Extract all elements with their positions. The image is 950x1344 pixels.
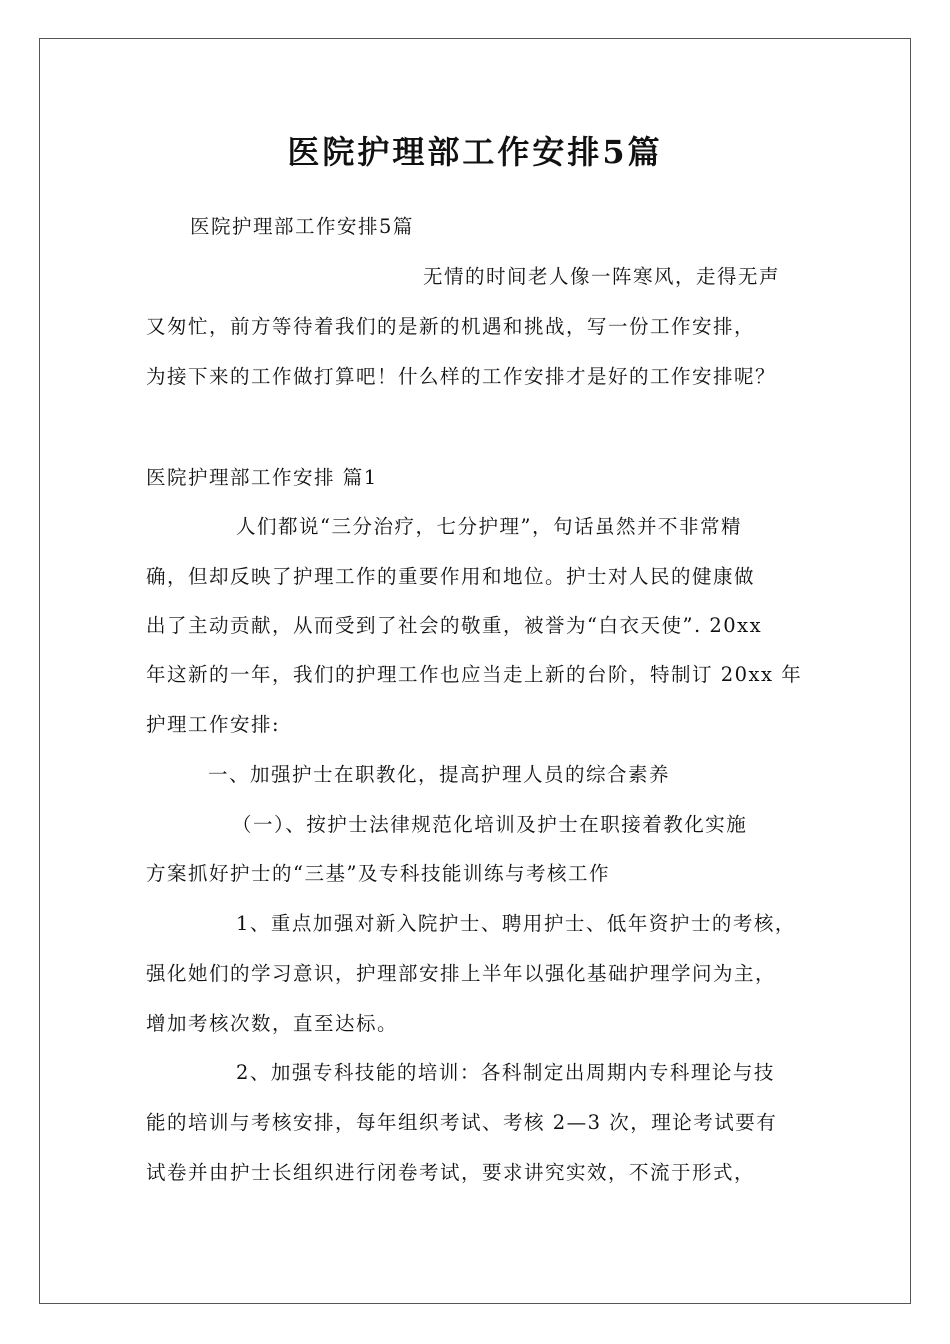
body-line-10: 强化她们的学习意识，护理部安排上半年以强化基础护理学问为主，	[146, 962, 777, 985]
body-line-11: 增加考核次数，直至达标。	[146, 1012, 399, 1035]
body-line-1: 人们都说“三分治疗，七分护理”，句话虽然并不非常精	[236, 515, 742, 538]
body-line-13: 能的培训与考核安排，每年组织考试、考核 2—3 次，理论考试要有	[146, 1111, 778, 1134]
body-line-9: 1、重点加强对新入院护士、聘用护士、低年资护士的考核，	[236, 912, 796, 935]
body-line-7: （一）、按护士法律规范化培训及护士在职接着教化实施	[232, 813, 748, 836]
document-title: 医院护理部工作安排5篇	[287, 133, 663, 171]
body-line-6: 一、加强护士在职教化，提高护理人员的综合素养	[208, 763, 671, 786]
section-heading: 医院护理部工作安排 篇1	[146, 466, 378, 489]
body-line-14: 试卷并由护士长组织进行闭卷考试，要求讲究实效，不流于形式，	[146, 1161, 756, 1184]
intro-line-1: 无情的时间老人像一阵寒风，走得无声	[423, 265, 781, 288]
intro-line-2: 又匆忙，前方等待着我们的是新的机遇和挑战，写一份工作安排，	[146, 315, 756, 338]
body-line-12: 2、加强专科技能的培训：各科制定出周期内专科理论与技	[236, 1061, 775, 1084]
document-subtitle: 医院护理部工作安排5篇	[190, 215, 414, 238]
body-line-4: 年这新的一年，我们的护理工作也应当走上新的台阶，特制订 20xx 年	[146, 663, 803, 686]
body-line-2: 确，但却反映了护理工作的重要作用和地位。护士对人民的健康做	[146, 565, 756, 588]
intro-line-3: 为接下来的工作做打算吧！什么样的工作安排才是好的工作安排呢？	[146, 365, 777, 388]
body-line-8: 方案抓好护士的“三基”及专科技能训练与考核工作	[146, 862, 610, 885]
body-line-3: 出了主动贡献，从而受到了社会的敬重，被誉为“白衣天使”. 20xx	[146, 614, 763, 637]
body-line-5: 护理工作安排:	[146, 713, 281, 736]
